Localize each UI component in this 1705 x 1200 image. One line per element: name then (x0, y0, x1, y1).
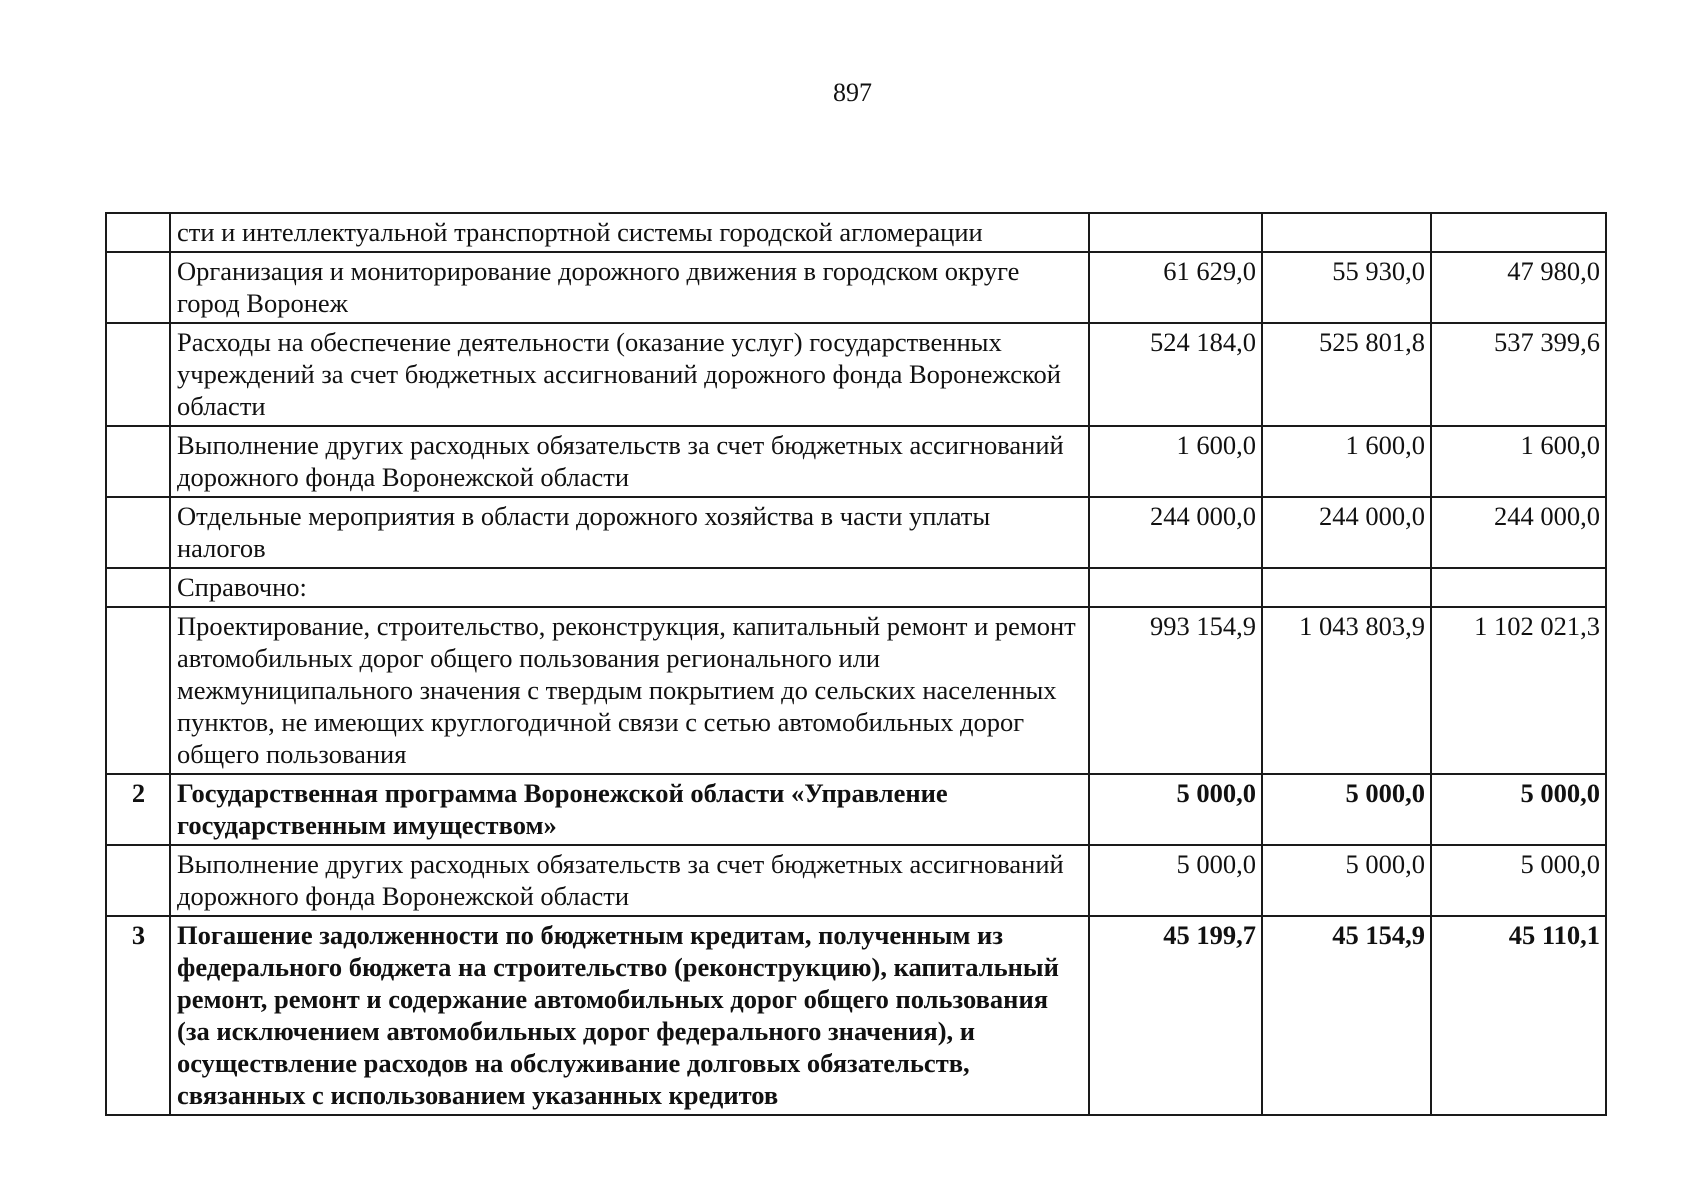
value-year-3 (1431, 213, 1606, 252)
value-year-1: 5 000,0 (1089, 845, 1262, 916)
row-description: Организация и мониторирование дорожного движения в городском округе город Воронеж (170, 252, 1089, 323)
value-year-1: 5 000,0 (1089, 774, 1262, 845)
value-year-2: 244 000,0 (1262, 497, 1431, 568)
value-year-2: 45 154,9 (1262, 916, 1431, 1115)
table-row (106, 497, 1606, 568)
value-year-1: 244 000,0 (1089, 497, 1262, 568)
table-row (106, 568, 1606, 607)
value-year-1: 61 629,0 (1089, 252, 1262, 323)
table-row (106, 607, 1606, 774)
table-row (106, 774, 1606, 845)
table-row (106, 845, 1606, 916)
row-description: Выполнение других расходных обязательств за счет бюджетных ассигнований дорожного фонда Воронежской области (170, 426, 1089, 497)
value-year-3: 5 000,0 (1431, 845, 1606, 916)
row-description: Отдельные мероприятия в области дорожного хозяйства в части уплаты налогов (170, 497, 1089, 568)
budget-table-body (106, 213, 1606, 1115)
value-year-2 (1262, 568, 1431, 607)
value-year-3 (1431, 568, 1606, 607)
budget-table (105, 212, 1607, 1116)
row-number: 2 (106, 774, 170, 845)
table-row (106, 323, 1606, 426)
value-year-3: 47 980,0 (1431, 252, 1606, 323)
row-number (106, 213, 170, 252)
value-year-1: 524 184,0 (1089, 323, 1262, 426)
row-number (106, 845, 170, 916)
value-year-1: 45 199,7 (1089, 916, 1262, 1115)
value-year-1: 993 154,9 (1089, 607, 1262, 774)
value-year-3: 5 000,0 (1431, 774, 1606, 845)
value-year-3: 537 399,6 (1431, 323, 1606, 426)
row-description: Справочно: (170, 568, 1089, 607)
value-year-2: 5 000,0 (1262, 845, 1431, 916)
value-year-2: 1 600,0 (1262, 426, 1431, 497)
value-year-3: 45 110,1 (1431, 916, 1606, 1115)
row-description: Погашение задолженности по бюджетным кредитам, полученным из федерального бюджета на строительство (реконструкцию), капитальный ремонт, ремонт и содержание автомобильных дорог общего пользования (за исключением автомобильных дорог федерального значения), и осуществление расходов на обслуживание долговых обязательств, связанных с использованием указанных кредитов (170, 916, 1089, 1115)
value-year-2: 525 801,8 (1262, 323, 1431, 426)
value-year-2: 55 930,0 (1262, 252, 1431, 323)
row-description: сти и интеллектуальной транспортной системы городской агломерации (170, 213, 1089, 252)
value-year-2 (1262, 213, 1431, 252)
value-year-1 (1089, 568, 1262, 607)
value-year-2: 5 000,0 (1262, 774, 1431, 845)
value-year-2: 1 043 803,9 (1262, 607, 1431, 774)
value-year-1: 1 600,0 (1089, 426, 1262, 497)
value-year-1 (1089, 213, 1262, 252)
row-number (106, 426, 170, 497)
value-year-3: 244 000,0 (1431, 497, 1606, 568)
row-number (106, 568, 170, 607)
value-year-3: 1 102 021,3 (1431, 607, 1606, 774)
table-row (106, 252, 1606, 323)
table-row (106, 213, 1606, 252)
row-number (106, 252, 170, 323)
value-year-3: 1 600,0 (1431, 426, 1606, 497)
row-number (106, 607, 170, 774)
row-number (106, 323, 170, 426)
row-description: Проектирование, строительство, реконструкция, капитальный ремонт и ремонт автомобильных дорог общего пользования регионального или межмуниципального значения с твердым покрытием до сельских населенных пунктов, не имеющих круглогодичной связи с сетью автомобильных дорог общего пользования (170, 607, 1089, 774)
row-description: Государственная программа Воронежской области «Управление государственным имуществом» (170, 774, 1089, 845)
page-number: 897 (833, 78, 872, 107)
table-row (106, 916, 1606, 1115)
row-description: Выполнение других расходных обязательств за счет бюджетных ассигнований дорожного фонда Воронежской области (170, 845, 1089, 916)
row-number (106, 497, 170, 568)
row-description: Расходы на обеспечение деятельности (оказание услуг) государственных учреждений за счет бюджетных ассигнований дорожного фонда Воронежской области (170, 323, 1089, 426)
row-number: 3 (106, 916, 170, 1115)
table-row (106, 426, 1606, 497)
